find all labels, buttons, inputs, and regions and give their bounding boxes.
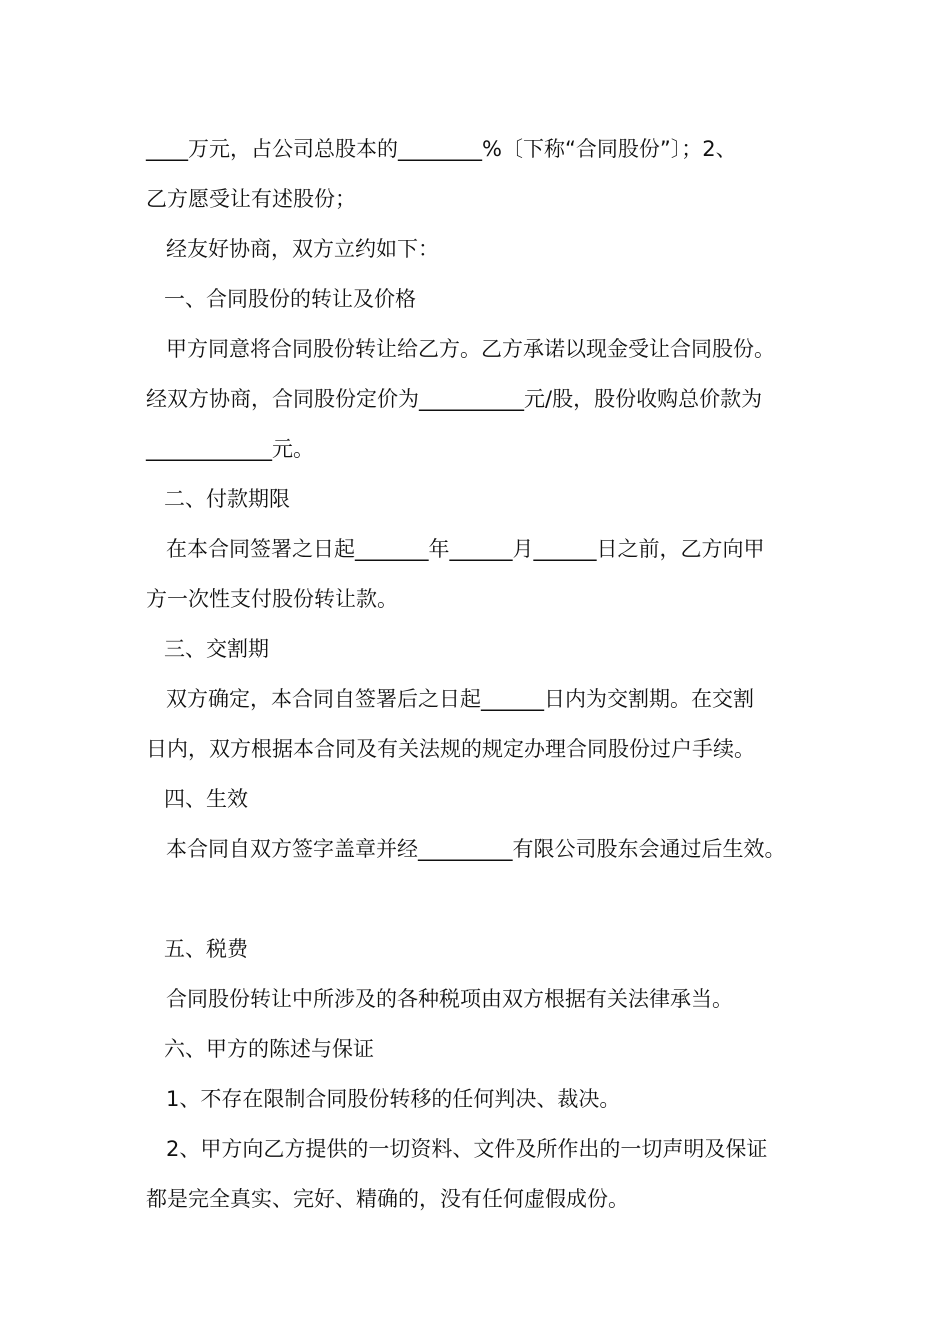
paragraph-line: 日内，双方根据本合同及有关法规的规定办理合同股份过户手续。 xyxy=(146,737,755,761)
paragraph-line: 经双方协商，合同股份定价为__________元/股，股份收购总价款为 xyxy=(146,387,763,411)
paragraph-line: 合同股份转让中所涉及的各种税项由双方根据有关法律承当。 xyxy=(166,987,733,1011)
paragraph-line: 双方确定，本合同自签署后之日起______日内为交割期。在交割 xyxy=(166,687,754,711)
section-heading: 六、甲方的陈述与保证 xyxy=(164,1037,374,1061)
paragraph-line: 甲方同意将合同股份转让给乙方。乙方承诺以现金受让合同股份。 xyxy=(166,337,775,361)
paragraph-line: 都是完全真实、完好、精确的，没有任何虚假成份。 xyxy=(146,1187,629,1211)
section-heading: 一、合同股份的转让及价格 xyxy=(164,287,416,311)
paragraph-line: 本合同自双方签字盖章并经_________有限公司股东会通过后生效。 xyxy=(166,837,786,861)
paragraph-line: 在本合同签署之日起_______年______月______日之前，乙方向甲 xyxy=(166,537,765,561)
section-heading: 三、交割期 xyxy=(164,637,269,661)
paragraph-line: 方一次性支付股份转让款。 xyxy=(146,587,398,611)
paragraph-line: 乙方愿受让有述股份； xyxy=(146,187,356,211)
paragraph-line: ____________元。 xyxy=(146,437,314,461)
paragraph-line: 经友好协商，双方立约如下： xyxy=(166,237,439,261)
list-item: 2、甲方向乙方提供的一切资料、文件及所作出的一切声明及保证 xyxy=(166,1137,768,1161)
section-heading: 二、付款期限 xyxy=(164,487,290,511)
section-heading: 五、税费 xyxy=(164,937,248,961)
section-heading: 四、生效 xyxy=(164,787,248,811)
paragraph-line: ____万元，占公司总股本的________%〔下称“合同股份”〕；2、 xyxy=(146,137,737,161)
list-item: 1、不存在限制合同股份转移的任何判决、裁决。 xyxy=(166,1087,621,1111)
